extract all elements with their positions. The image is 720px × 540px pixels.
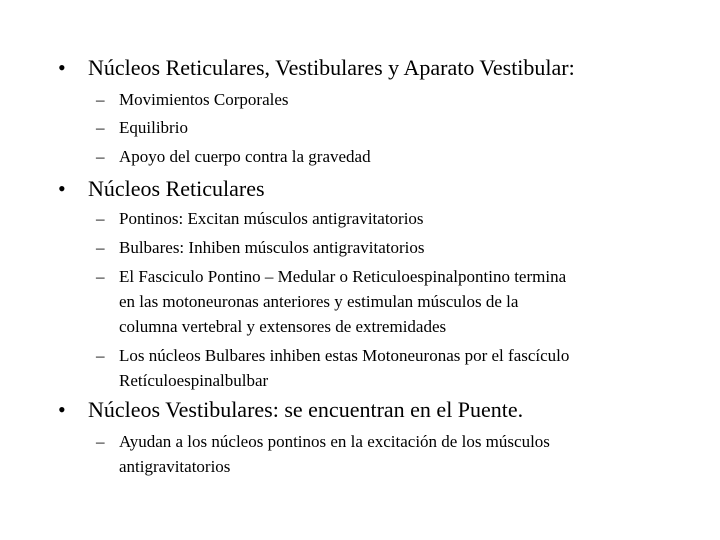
sub-item-text xyxy=(119,266,659,337)
dash-marker: – xyxy=(96,209,105,228)
sub-item-line: Ayudan a los núcleos pontinos en la excitación de los músculos xyxy=(119,432,550,451)
dash-marker: – xyxy=(96,90,105,109)
dash-marker: – xyxy=(96,238,105,257)
sub-item-line: en las motoneuronas anteriores y estimulan músculos de la xyxy=(119,292,519,311)
sub-item-text: Equilibrio xyxy=(119,118,188,137)
sub-item-line: El Fasciculo Pontino – Medular o Reticuloespinalpontino termina xyxy=(119,267,567,286)
sub-item-text xyxy=(119,431,659,477)
bullet-marker: • xyxy=(58,176,66,201)
sub-item-text: Movimientos Corporales xyxy=(119,90,289,109)
sub-item-line: antigravitatorios xyxy=(119,457,231,476)
sub-item-text: Bulbares: Inhiben músculos antigravitatorios xyxy=(119,238,425,257)
bullet-text: Núcleos Reticulares xyxy=(88,176,265,201)
sub-item-text xyxy=(119,345,659,391)
bullet-marker: • xyxy=(58,397,66,422)
dash-marker: – xyxy=(96,118,105,137)
sub-item-text: Pontinos: Excitan músculos antigravitatorios xyxy=(119,209,424,228)
bullet-text: Núcleos Vestibulares: se encuentran en el Puente. xyxy=(88,397,524,422)
sub-item-line: Retículoespinalbulbar xyxy=(119,371,269,390)
dash-marker: – xyxy=(96,267,105,286)
dash-marker: – xyxy=(96,432,105,451)
sub-item-text: Apoyo del cuerpo contra la gravedad xyxy=(119,147,371,166)
sub-item-line: Los núcleos Bulbares inhiben estas Motoneuronas por el fascículo xyxy=(119,346,570,365)
dash-marker: – xyxy=(96,346,105,365)
bullet-text: Núcleos Reticulares, Vestibulares y Aparato Vestibular: xyxy=(88,55,575,80)
dash-marker: – xyxy=(96,147,105,166)
sub-item-line: columna vertebral y extensores de extremidades xyxy=(119,317,447,336)
bullet-marker: • xyxy=(58,55,66,80)
